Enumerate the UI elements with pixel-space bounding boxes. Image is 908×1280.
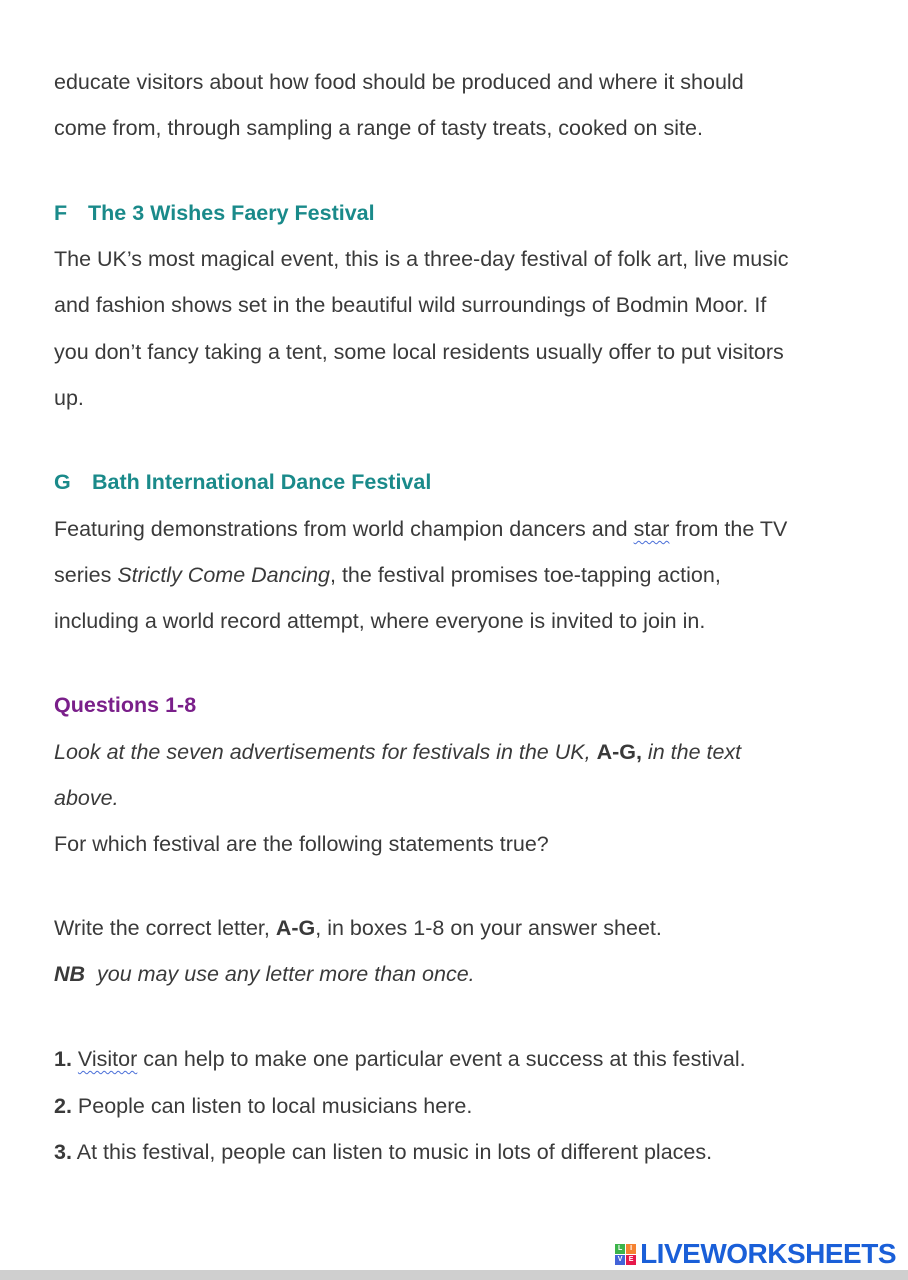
section-f-line-2: and fashion shows set in the beautiful wild surroundings of Bodmin Moor. If <box>54 293 767 317</box>
questions-heading: Questions 1-8 <box>54 693 197 717</box>
intro-line-2: come from, through sampling a range of tasty treats, cooked on site. <box>54 116 703 140</box>
section-g-line-2 <box>54 560 721 590</box>
spellcheck-flagged-word: star <box>633 517 670 541</box>
section-f-heading <box>54 198 375 228</box>
nb-text: you may use any letter more than once. <box>85 962 475 986</box>
question-text: At this festival, people can listen to music in lots of different places. <box>71 1140 713 1164</box>
section-g-line-1 <box>54 514 787 544</box>
question-number: 1. <box>54 1047 72 1071</box>
question-number: 2. <box>54 1094 72 1118</box>
question-item-2 <box>54 1091 472 1121</box>
logo-tile: V <box>615 1255 625 1265</box>
section-g-line-1-end: from the TV <box>669 517 788 541</box>
question-number: 3. <box>54 1140 72 1164</box>
intro-line-1: educate visitors about how food should be produced and where it should <box>54 70 744 94</box>
logo-tile: E <box>626 1255 636 1265</box>
instruction-line-4 <box>54 913 662 943</box>
instruction-4-start: Write the correct letter, <box>54 916 276 940</box>
section-f-line-3: you don’t fancy taking a tent, some local residents usually offer to put visitors <box>54 340 784 364</box>
section-f-line-4: up. <box>54 386 84 410</box>
section-f-letter: F <box>54 201 68 225</box>
page-bottom-border <box>0 1270 908 1280</box>
section-g-title: Bath International Dance Festival <box>92 470 432 494</box>
section-g-line-2-end: , the festival promises toe-tapping action, <box>330 563 721 587</box>
nb-note <box>54 959 475 989</box>
section-f-line-1: The UK’s most magical event, this is a three-day festival of folk art, live music <box>54 247 789 271</box>
question-text: can help to make one particular event a success at this festival. <box>137 1047 746 1071</box>
instruction-1-range: A-G, <box>596 740 642 764</box>
liveworksheets-logo-icon <box>615 1244 636 1265</box>
instruction-1-end: in the text <box>641 740 742 764</box>
section-g-line-2-start: series <box>54 563 118 587</box>
question-item-1 <box>54 1044 746 1074</box>
instruction-4-range: A-G <box>275 916 316 940</box>
section-g-heading <box>54 467 431 497</box>
question-item-3 <box>54 1137 712 1167</box>
instruction-1-start: Look at the seven advertisements for festivals in the UK, <box>54 740 597 764</box>
question-text: People can listen to local musicians here. <box>71 1094 473 1118</box>
instruction-line-1 <box>54 737 741 767</box>
nb-label: NB <box>54 962 86 986</box>
logo-tile: I <box>626 1244 636 1254</box>
instruction-line-2: above. <box>54 786 119 810</box>
section-g-letter: G <box>54 470 71 494</box>
section-f-title: The 3 Wishes Faery Festival <box>88 201 375 225</box>
spellcheck-flagged-word: Visitor <box>77 1047 138 1071</box>
tv-series-title: Strictly Come Dancing <box>117 563 331 587</box>
instruction-4-end: , in boxes 1-8 on your answer sheet. <box>315 916 662 940</box>
liveworksheets-logo-text: LIVEWORKSHEETS <box>640 1238 896 1269</box>
instruction-line-3: For which festival are the following statements true? <box>54 832 549 856</box>
logo-tile: L <box>615 1244 625 1254</box>
section-g-line-3: including a world record attempt, where everyone is invited to join in. <box>54 609 706 633</box>
section-g-line-1-start: Featuring demonstrations from world champion dancers and <box>54 517 634 541</box>
liveworksheets-watermark <box>615 1238 896 1270</box>
